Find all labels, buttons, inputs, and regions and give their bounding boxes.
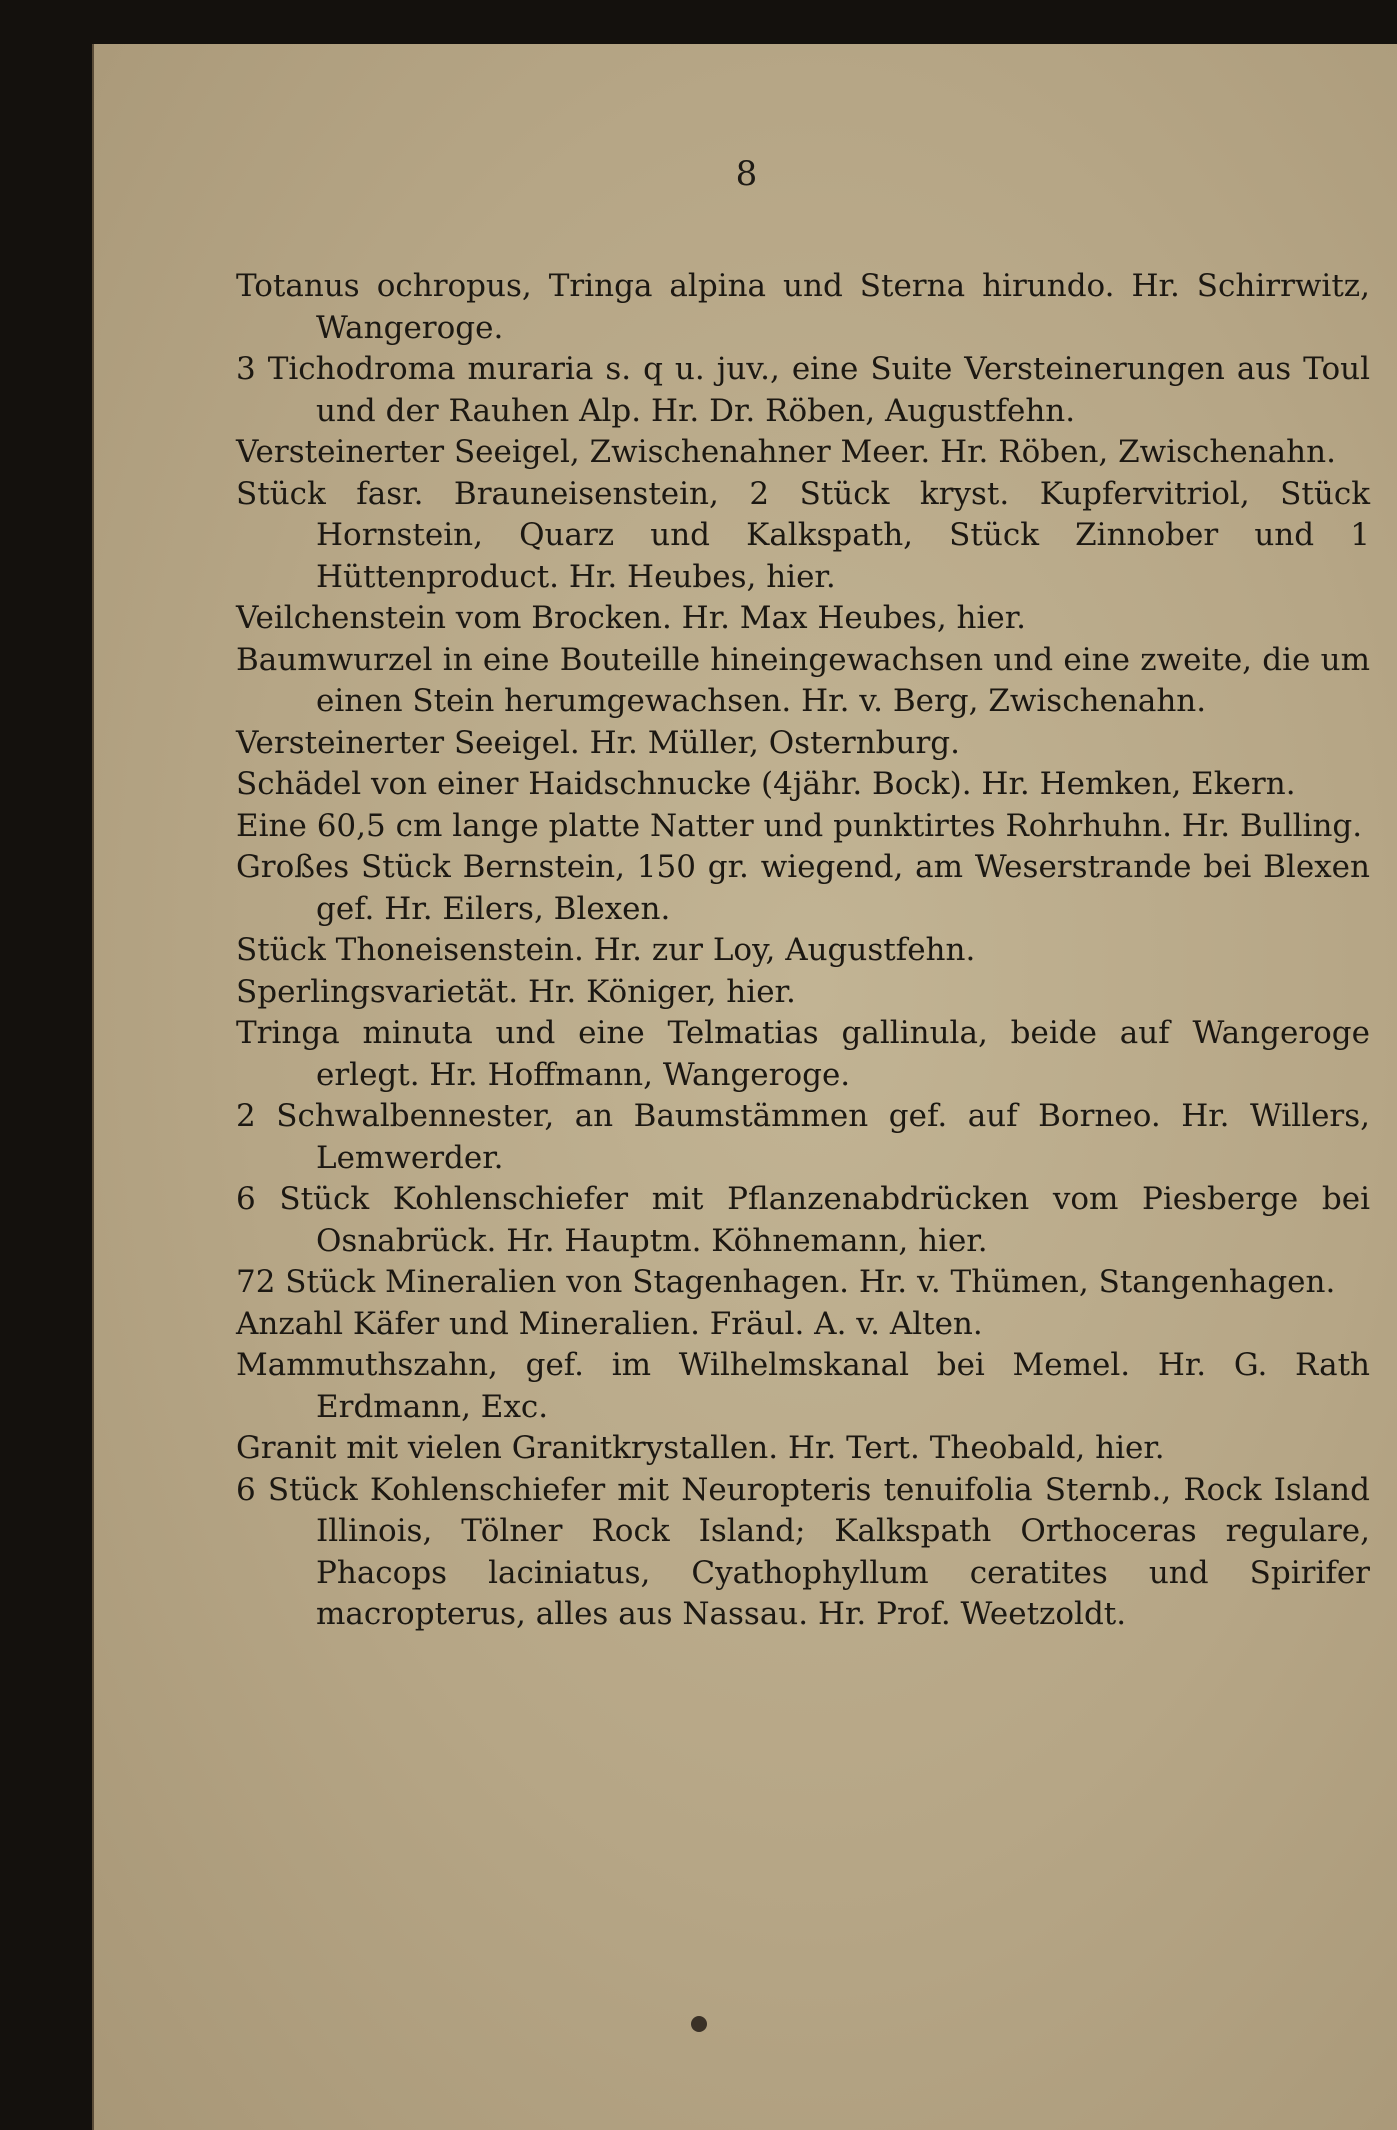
list-entry: Totanus ochropus, Tringa alpina und Sterna hirundo. Hr. Schirrwitz, Wangeroge. — [236, 268, 1370, 346]
list-entry: Granit mit vielen Granitkrystallen. Hr. Tert. Theobald, hier. — [236, 1430, 1165, 1466]
list-entry: Großes Stück Bernstein, 150 gr. wiegend, am Weserstrande bei Blexen gef. Hr. Eilers, Blexen. — [236, 849, 1370, 927]
list-entry: Veilchenstein vom Brocken. Hr. Max Heubes, hier. — [236, 600, 1027, 636]
list-entry: Stück fasr. Brauneisenstein, 2 Stück kryst. Kupfervitriol, Stück Hornstein, Quarz und Kalkspath, Stück Zinnober und 1 Hüttenproduct. Hr. Heubes, hier. — [236, 475, 1370, 595]
list-entry: Versteinerter Seeigel, Zwischenahner Meer. Hr. Röben, Zwischenahn. — [236, 434, 1336, 470]
list-entry: Sperlingsvarietät. Hr. Königer, hier. — [236, 973, 796, 1010]
list-entry: Mammuthszahn, gef. im Wilhelmskanal bei Memel. Hr. G. Rath Erdmann, Exc. — [236, 1347, 1370, 1425]
list-entry: Baumwurzel in eine Bouteille hineingewachsen und eine zweite, die um einen Stein herumgewachsen. Hr. v. Berg, Zwischenahn. — [236, 641, 1370, 719]
list-entry: 6 Stück Kohlenschiefer mit Pflanzenabdrücken vom Piesberge bei Osnabrück. Hr. Hauptm. Köhnemann, hier. — [236, 1181, 1370, 1259]
list-entry: 6 Stück Kohlenschiefer mit Neuropteris tenuifolia Sternb., Rock Island Illinois, Tölner Rock Island; Kalkspath Orthoceras regulare, Phacops laciniatus, Cyathophyllum ceratites und Spirifer macropterus, alles aus Nassau. Hr. Prof. Weetzoldt. — [236, 1471, 1370, 1632]
list-entry: Anzahl Käfer und Mineralien. Fräul. A. v. Alten. — [236, 1305, 983, 1342]
list-entry: 72 Stück Mineralien von Stagenhagen. Hr. v. Thümen, Stangenhagen. — [236, 1264, 1336, 1300]
ink-dot-ornament — [691, 2016, 707, 2032]
list-entry: Tringa minuta und eine Telmatias gallinula, beide auf Wangeroge erlegt. Hr. Hoffmann, Wangeroge. — [236, 1015, 1370, 1093]
list-entry: Versteinerter Seeigel. Hr. Müller, Osternburg. — [236, 724, 960, 761]
document-page — [92, 44, 1397, 2130]
donation-list — [236, 266, 1370, 1636]
page-number: 8 — [735, 154, 758, 194]
list-entry: Stück Thoneisenstein. Hr. zur Loy, Augustfehn. — [236, 932, 976, 968]
list-entry: 3 Tichodroma muraria s. q u. juv., eine Suite Versteinerungen aus Toul und der Rauhen Alp. Hr. Dr. Röben, Augustfehn. — [236, 351, 1370, 429]
list-entry: Eine 60,5 cm lange platte Natter und punktirtes Rohrhuhn. Hr. Bulling. — [236, 807, 1363, 844]
list-entry: 2 Schwalbennester, an Baumstämmen gef. auf Borneo. Hr. Willers, Lemwerder. — [236, 1098, 1370, 1176]
list-entry: Schädel von einer Haidschnucke (4jähr. Bock). Hr. Hemken, Ekern. — [236, 766, 1296, 802]
